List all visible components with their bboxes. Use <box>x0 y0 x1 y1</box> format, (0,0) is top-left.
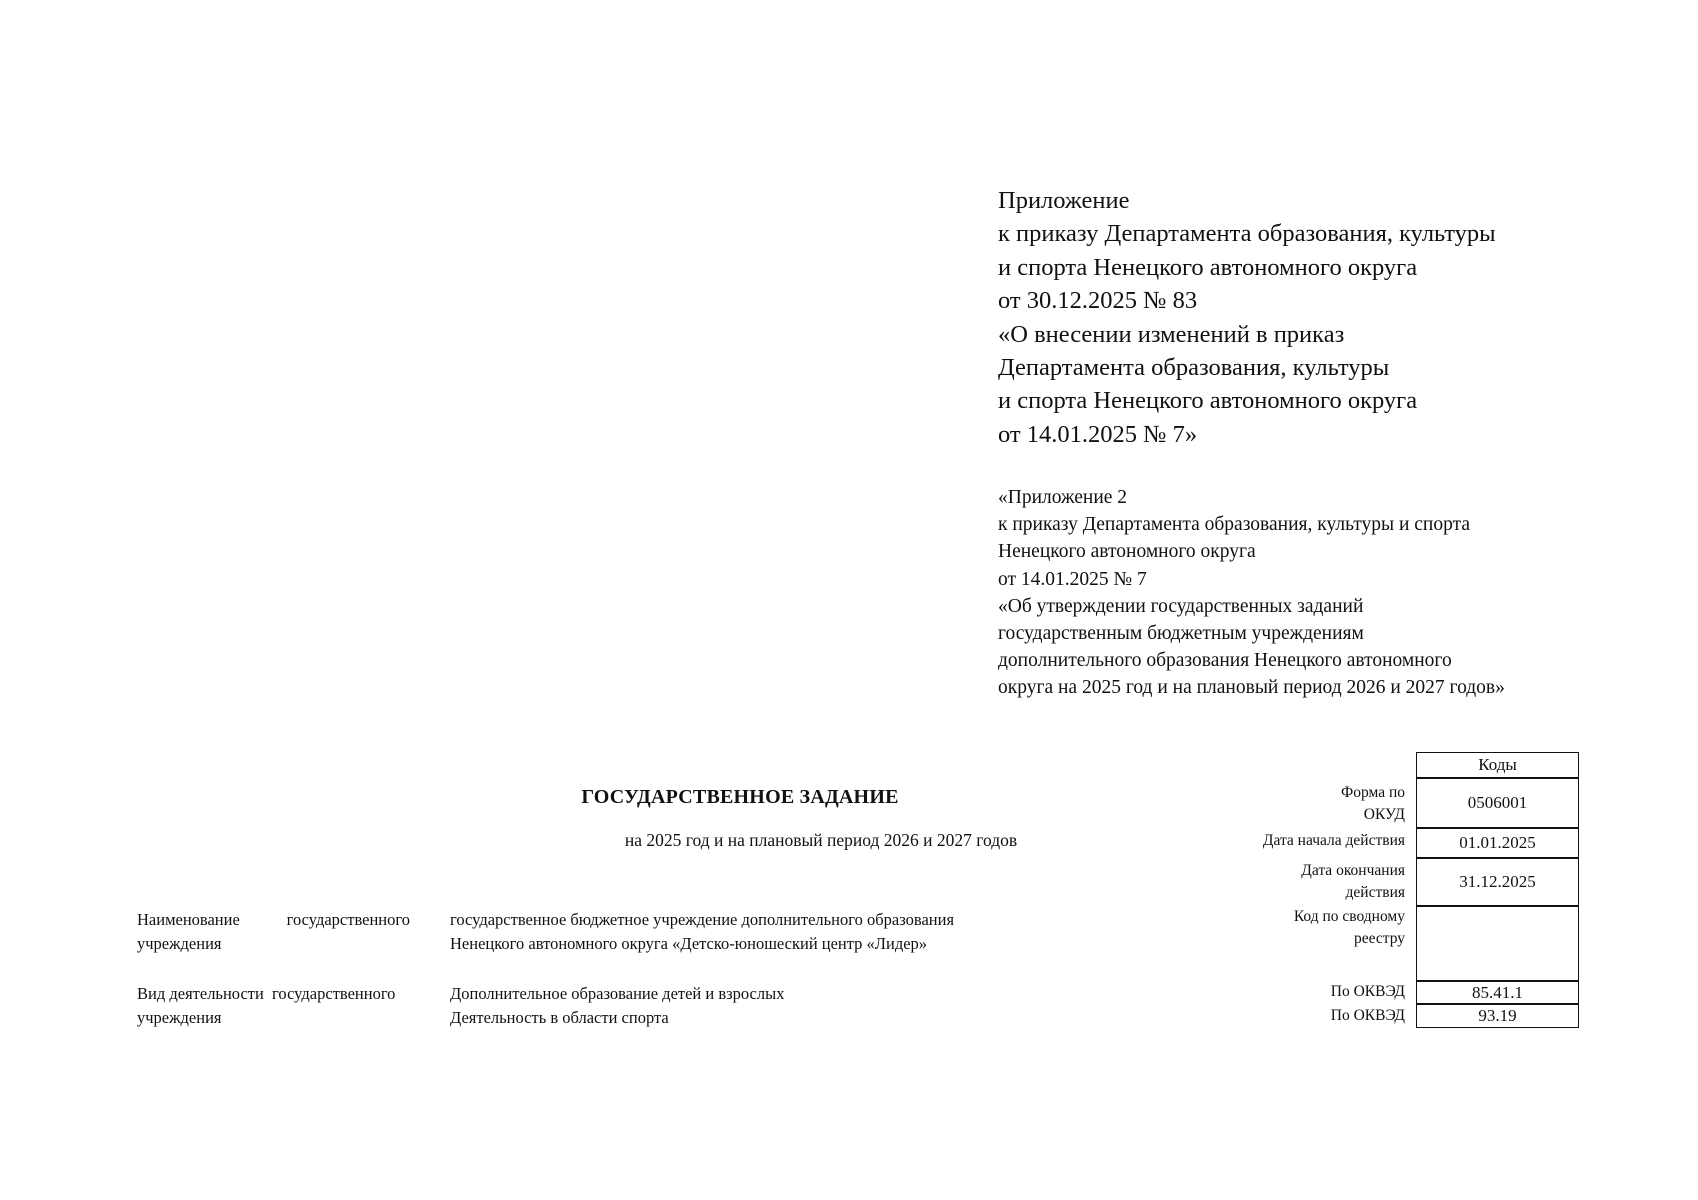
activity-type-label <box>137 982 447 1030</box>
appendix-main-line: от 30.12.2025 № 83 <box>998 287 1198 315</box>
appendix-second-line: от 14.01.2025 № 7 <box>998 568 1147 590</box>
appendix-main-block <box>998 184 1638 451</box>
appendix-main-line: Департамента образования, культуры <box>998 354 1390 382</box>
activity-type-label-line1: Вид деятельности государственного <box>137 984 396 1003</box>
institution-name-label-word: Наименование <box>137 910 240 929</box>
appendix-second-line: округа на 2025 год и на плановый период 2026 и 2027 годов» <box>998 677 1505 699</box>
appendix-second-line: к приказу Департамента образования, культуры и спорта <box>998 514 1471 536</box>
appendix-second-line: Ненецкого автономного округа <box>998 541 1256 563</box>
okved-label-1: По ОКВЭД <box>1330 983 1405 1000</box>
activity-type-value <box>450 982 1090 1030</box>
appendix-second-block <box>998 484 1638 702</box>
document-title: ГОСУДАРСТВЕННОЕ ЗАДАНИЕ <box>581 786 899 808</box>
registry-code-label <box>1294 906 1405 950</box>
okud-code-cell: 0506001 <box>1416 778 1579 828</box>
activity-type-value-line: Дополнительное образование детей и взрослых <box>450 984 785 1003</box>
start-date-cell: 01.01.2025 <box>1416 828 1579 858</box>
okved-code-cell-2: 93.19 <box>1416 1003 1579 1028</box>
appendix-second-line: дополнительного образования Ненецкого автономного <box>998 650 1452 672</box>
appendix-main-line: и спорта Ненецкого автономного округа <box>998 253 1418 281</box>
appendix-main-line: Приложение <box>998 187 1130 214</box>
appendix-second-line: «Об утверждении государственных заданий <box>998 595 1364 617</box>
activity-type-label-line2: учреждения <box>137 1008 222 1027</box>
appendix-main-line: и спорта Ненецкого автономного округа <box>998 387 1418 415</box>
okud-form-label-line2: ОКУД <box>1363 806 1405 823</box>
institution-name-label-word: государственного <box>286 910 410 929</box>
activity-type-value-line: Деятельность в области спорта <box>450 1008 669 1027</box>
institution-name-label <box>137 908 437 956</box>
okved-code-cell-1: 85.41.1 <box>1416 980 1579 1005</box>
okud-form-label-line1: Форма по <box>1340 784 1405 801</box>
institution-name-value-line: Ненецкого автономного округа «Детско-юношеский центр «Лидер» <box>450 934 928 953</box>
end-date-label <box>1301 860 1405 904</box>
appendix-second-line: государственным бюджетным учреждениям <box>998 623 1364 645</box>
end-date-label-line2: действия <box>1345 884 1405 901</box>
start-date-label: Дата начала действия <box>1262 832 1405 849</box>
appendix-second-line: «Приложение 2 <box>998 487 1128 508</box>
appendix-main-line: к приказу Департамента образования, культуры <box>998 220 1496 248</box>
okud-form-label <box>1341 782 1405 826</box>
codes-table <box>1416 752 1579 1028</box>
end-date-cell: 31.12.2025 <box>1416 858 1579 906</box>
institution-name-value <box>450 908 1090 956</box>
codes-header-cell: Коды <box>1416 752 1579 778</box>
institution-name-label-line2: учреждения <box>137 934 222 953</box>
appendix-main-line: «О внесении изменений в приказ <box>998 320 1345 348</box>
appendix-main-line: от 14.01.2025 № 7» <box>998 420 1198 448</box>
end-date-label-line1: Дата окончания <box>1301 862 1405 879</box>
document-subtitle: на 2025 год и на плановый период 2026 и 2027 годов <box>624 830 1018 850</box>
institution-name-label-line1 <box>137 908 410 932</box>
institution-name-value-line: государственное бюджетное учреждение дополнительного образования <box>450 910 955 929</box>
okved-label-2: По ОКВЭД <box>1330 1007 1405 1024</box>
registry-code-label-line2: реестру <box>1353 930 1405 947</box>
registry-code-cell <box>1416 906 1579 982</box>
registry-code-label-line1: Код по сводному <box>1293 908 1405 925</box>
